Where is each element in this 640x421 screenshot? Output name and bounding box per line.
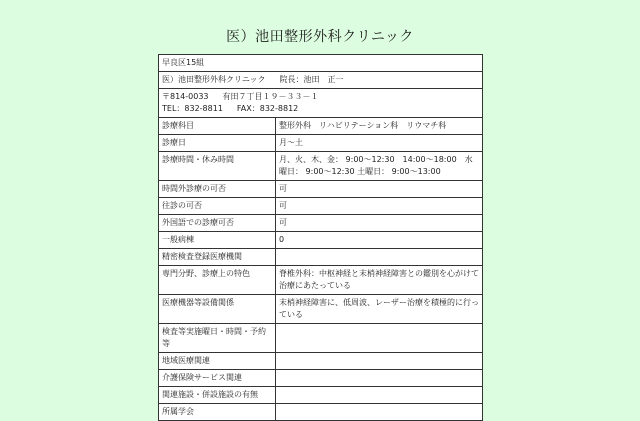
row-label: 時間外診療の可否 [159,181,276,198]
row-value: 末梢神経障害に、低周波、レーザー治療を積極的に行っている [276,295,483,324]
row-label: 診療科目 [159,118,276,135]
clinic-name-cell [159,72,483,89]
row-label: 医療機器等設備関係 [159,295,276,324]
row-value: 月～土 [276,135,483,152]
row-value: 可 [276,181,483,198]
row-value: 脊椎外科：中枢神経と末梢神経障害との鑑別を心がけて治療にあたっている [276,266,483,295]
table-row [159,152,483,181]
row-label: 一般病棟 [159,232,276,249]
row-label: 関連施設・併設施設の有無 [159,387,276,404]
tel-number: TEL：832-8811 [162,104,223,113]
row-label: 検査等実施曜日・時間・予約等 [159,324,276,353]
table-row [159,215,483,232]
row-value [276,353,483,370]
district-row [159,55,483,72]
table-row [159,198,483,215]
table-row [159,118,483,135]
row-value [276,404,483,421]
row-label: 専門分野、診療上の特色 [159,266,276,295]
district-cell: 早良区15組 [159,55,483,72]
clinic-name: 医）池田整形外科クリニック [162,75,266,84]
table-row [159,387,483,404]
address: 有田７丁目１９－３３－１ [222,92,319,101]
table-row [159,404,483,421]
table-row [159,266,483,295]
row-value: 可 [276,198,483,215]
row-value: 月、火、木、金： 9:00～12:30 14:00～18:00 水曜日： 9:00～12:30 土曜日： 9:00～13:00 [276,152,483,181]
row-value [276,387,483,404]
table-row [159,295,483,324]
row-label: 所属学会 [159,404,276,421]
row-label: 精密検査登録医療機関 [159,249,276,266]
table-row [159,353,483,370]
table-row [159,370,483,387]
row-value: 整形外科 リハビリテーション科 リウマチ科 [276,118,483,135]
director-name: 院長：池田 正一 [279,75,344,84]
table-row [159,232,483,249]
table-row [159,249,483,266]
row-value [276,370,483,387]
table-row [159,324,483,353]
address-cell [159,89,483,118]
row-value: 可 [276,215,483,232]
table-row [159,181,483,198]
clinic-info-table [158,54,483,421]
row-label: 診療時間・休み時間 [159,152,276,181]
address-row [159,89,483,118]
row-label: 診療日 [159,135,276,152]
row-label: 介護保険サービス関連 [159,370,276,387]
postal-code: 〒814-0033 [162,92,209,101]
row-value: 0 [276,232,483,249]
row-label: 地域医療関連 [159,353,276,370]
clinic-name-row [159,72,483,89]
fax-number: FAX：832-8812 [236,104,299,113]
row-label: 外国語での診療可否 [159,215,276,232]
row-value [276,324,483,353]
row-value [276,249,483,266]
row-label: 往診の可否 [159,198,276,215]
page-title: 医）池田整形外科クリニック [226,29,414,45]
table-row [159,135,483,152]
